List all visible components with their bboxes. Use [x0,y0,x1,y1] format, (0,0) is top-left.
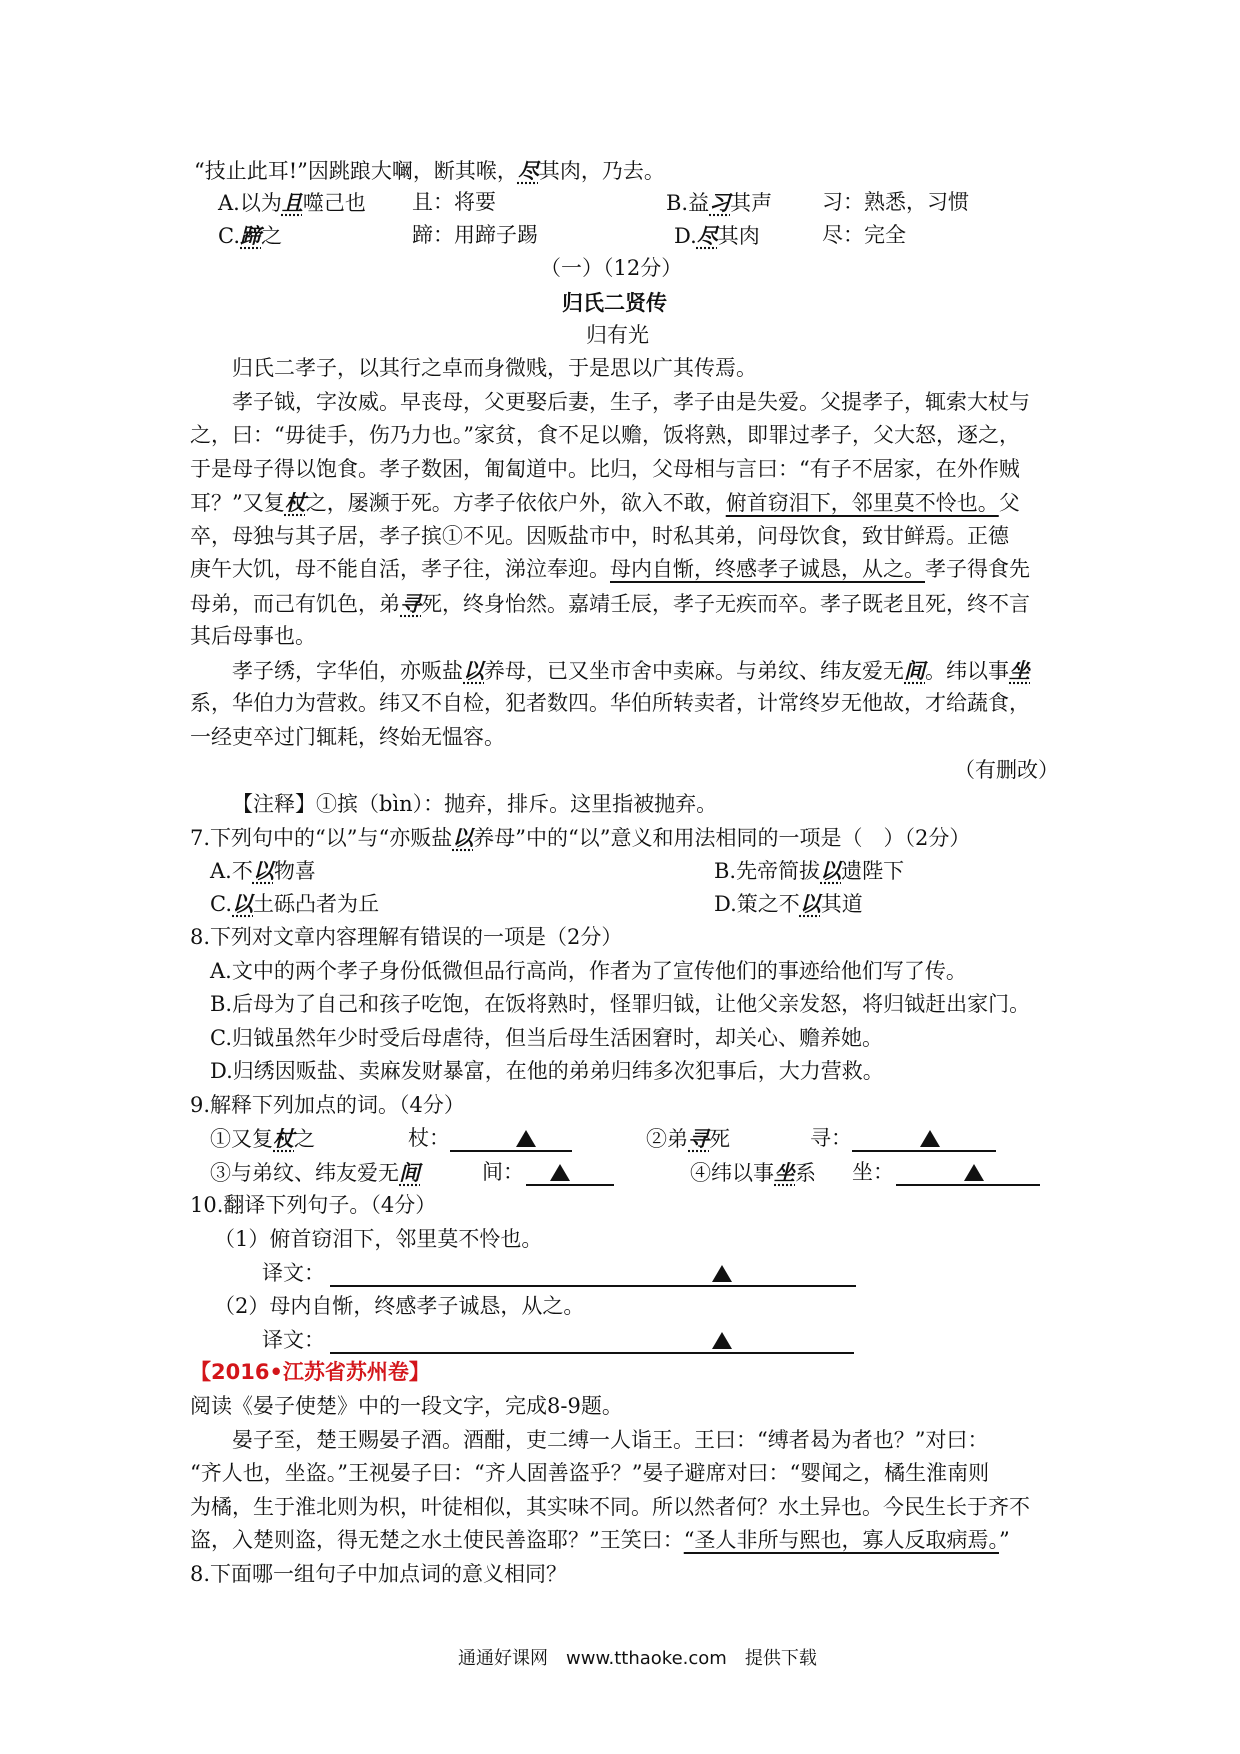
answer-marker-icon [920,1130,940,1147]
answer-marker-icon [712,1332,732,1349]
paragraph-line: 于是母子得以饱食。孝子数困，匍匐道中。比归，父母相与言曰：“有子不居家，在外作贼 [190,457,1020,481]
q9-item-4: ④纬以事坐系 [690,1160,816,1185]
option-c: C.蹄之 [218,223,282,248]
underlined-sentence: “圣人非所与熙也，寡人反取病焉。 [683,1528,999,1552]
paragraph-line: 耳？”又复杖之，屡濒于死。方孝子依依户外，欲入不敢，俯首窃泪下，邻里莫不怜也。父 [190,490,1020,515]
option-a-gloss: 且：将要 [412,190,496,214]
q8-option-a: A.文中的两个孝子身份低微但品行高尚，作者为了宣传他们的事迹给他们写了传。 [210,959,967,983]
q8-option-d: D.归绣因贩盐、卖麻发财暴富，在他的弟弟归纬多次犯事后，大力营救。 [210,1059,884,1083]
option-c-gloss: 蹄：用蹄子踢 [412,223,538,247]
option-d: D.尽其肉 [674,223,760,248]
section-heading: （一）（12分） [540,256,683,280]
dotted-char: 以 [799,891,821,916]
paragraph-line: 归氏二孝子，以其行之卓而身微贱，于是思以广其传焉。 [232,356,757,380]
dotted-char: 坐 [1009,658,1030,683]
q9-item-3: ③与弟纹、纬友爱无间 [210,1160,420,1185]
abridged-note: （有删改） [954,758,1059,782]
paragraph-line: 孝子钺，字汝威。早丧母，父更娶后妻，生子，孝子由是失爱。父提孝子，辄索大杖与 [232,390,1030,414]
paragraph-line: 孝子绣，字华伯，亦贩盐以养母，已又坐市舍中卖麻。与弟纹、纬友爱无间。纬以事坐 [232,658,1030,683]
q10-sentence-1: （1）俯首窃泪下，邻里莫不怜也。 [214,1227,543,1251]
dotted-char: 以 [452,825,474,850]
question-8-stem: 8.下面哪一组句子中加点词的意义相同？ [190,1562,568,1586]
q9-item-2: ②弟寻死 [646,1126,730,1151]
dotted-char: 且 [281,190,303,215]
dotted-char: 以 [820,858,842,883]
answer-marker-icon [964,1164,984,1181]
option-b: B.益习其声 [666,190,773,215]
q9-item-1: ①又复杖之 [210,1126,315,1151]
paragraph-line: 晏子至，楚王赐晏子酒。酒酣，吏二缚一人诣王。王曰：“缚者曷为者也？”对曰： [232,1428,989,1452]
dotted-char: 间 [399,1160,420,1185]
dotted-char: 杖 [273,1126,294,1151]
dotted-char: 杖 [284,490,306,515]
option-b-gloss: 习：熟悉，习惯 [822,190,969,214]
source-tag: 【2016•江苏省苏州卷】 [190,1360,430,1384]
answer-marker-icon [550,1164,570,1181]
q7-option-b: B.先帝简拔以遗陛下 [714,858,905,883]
footnote: 【注释】①摈（bìn）：抛弃，排斥。这里指被抛弃。 [232,792,718,816]
dotted-char: 尽 [517,158,539,183]
dotted-char: 以 [252,858,274,883]
translation-label: 译文： [262,1328,325,1352]
question-9-stem: 9.解释下列加点的词。（4分） [190,1093,465,1117]
dotted-char: 坐 [774,1160,795,1185]
paragraph-line: 母弟，而己有饥色，弟寻死，终身怡然。嘉靖壬辰，孝子无疾而卒。孝子既老且死，终不言 [190,591,1030,616]
page-footer: 通通好课网 www.tthaoke.com 提供下载 [458,1648,817,1669]
translation-blank[interactable] [330,1263,856,1287]
dotted-char: 寻 [688,1126,709,1151]
q7-option-d: D.策之不以其道 [714,891,863,916]
dotted-char: 间 [904,658,925,683]
question-10-stem: 10.翻译下列句子。（4分） [190,1193,437,1217]
q7-option-a: A.不以物喜 [210,858,316,883]
q9-item-1-label: 杖： [408,1126,450,1150]
text-line: “技止此耳!”因跳踉大㘎，断其喉，尽其肉，乃去。 [194,158,665,183]
paragraph-line: 卒，母独与其子居，孝子摈①不见。因贩盐市中，时私其弟，问母饮食，致甘鲜焉。正德 [190,524,1009,548]
q9-item-2-label: 寻： [810,1126,852,1150]
question-8-stem: 8.下列对文章内容理解有错误的一项是（2分） [190,925,623,949]
dotted-char: 以 [232,891,253,916]
answer-marker-icon [712,1265,732,1282]
passage-author: 归有光 [586,323,649,347]
translation-blank[interactable] [330,1330,854,1354]
underlined-sentence: 母内自惭，终感孝子诚恳，从之。 [610,557,925,581]
q9-item-3-label: 间： [482,1160,524,1184]
q8-option-b: B.后母为了自己和孩子吃饱，在饭将熟时，怪罪归钺，让他父亲发怒，将归钺赶出家门。 [210,992,1031,1016]
answer-marker-icon [516,1130,536,1147]
answer-blank[interactable] [450,1128,572,1152]
paragraph-line: 系，华伯力为营救。纬又不自检，犯者数四。华伯所转卖者，计常终岁无他故，才给蔬食， [190,691,1030,715]
q10-sentence-2: （2）母内自惭，终感孝子诚恳，从之。 [214,1294,585,1318]
reading-intro: 阅读《晏子使楚》中的一段文字，完成8-9题。 [190,1394,623,1418]
paragraph-line: 其后母事也。 [190,624,316,648]
passage-title: 归氏二贤传 [562,290,667,315]
dotted-char: 以 [463,658,484,683]
answer-blank[interactable] [526,1162,614,1186]
q9-item-4-label: 坐： [852,1160,894,1184]
dotted-char: 寻 [400,591,421,616]
paragraph-line: “齐人也，坐盗。”王视晏子曰：“齐人固善盗乎？”晏子避席对曰：“婴闻之，橘生淮南则 [190,1461,990,1485]
paragraph-line: 庚午大饥，母不能自活，孝子往，涕泣奉迎。母内自惭，终感孝子诚恳，从之。孝子得食先 [190,557,1030,581]
paragraph-line: 盗，入楚则盗，得无楚之水土使民善盗耶？”王笑曰：“圣人非所与熙也，寡人反取病焉。” [190,1528,1010,1552]
underlined-sentence: 俯首窃泪下，邻里莫不怜也。 [725,491,999,515]
paragraph-line: 一经吏卒过门辄耗，终始无愠容。 [190,725,505,749]
option-d-gloss: 尽：完全 [822,223,906,247]
dotted-char: 习 [709,190,731,215]
q8-option-c: C.归钺虽然年少时受后母虐待，但当后母生活困窘时，却关心、赡养她。 [210,1026,883,1050]
option-a: A.以为且噬己也 [218,190,366,215]
q7-option-c: C.以土砾凸者为丘 [210,891,379,916]
paragraph-line: 之，曰：“毋徒手，伤乃力也。”家贫，食不足以赡，饭将熟，即罪过孝子，父大怒，逐之， [190,423,1020,447]
dotted-char: 尽 [696,223,718,248]
paragraph-line: 为橘，生于淮北则为枳，叶徒相似，其实味不同。所以然者何？水土异也。今民生长于齐不 [190,1495,1030,1519]
dotted-char: 蹄 [240,223,261,248]
translation-label: 译文： [262,1261,325,1285]
question-7-stem: 7.下列句中的“以”与“亦贩盐以养母”中的“以”意义和用法相同的一项是（ ）（2分） [190,825,971,850]
